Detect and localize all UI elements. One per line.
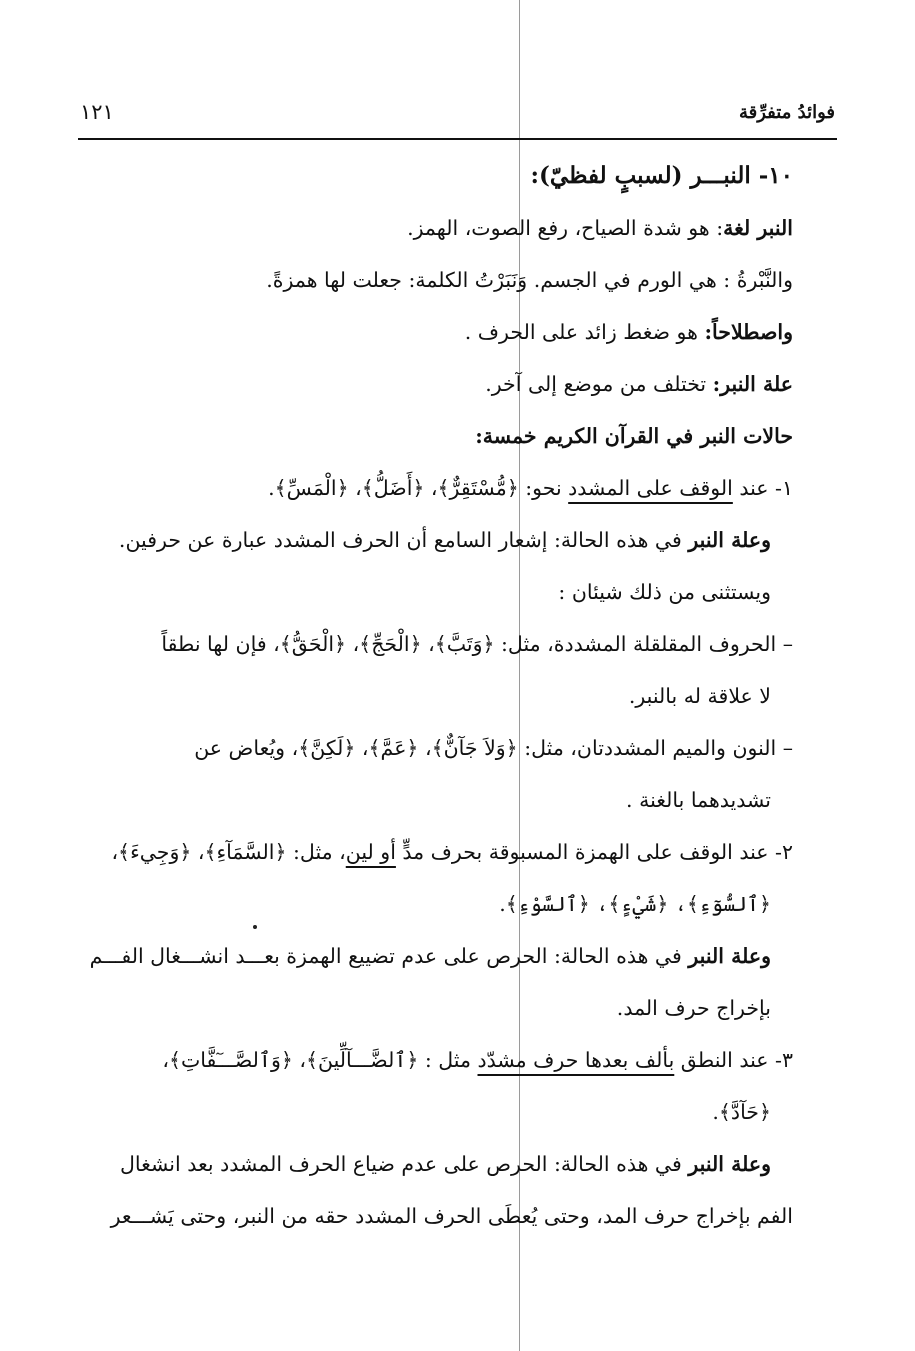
definition-language-label: النبر لغة (723, 216, 793, 240)
case1-exception1-line1: – الحروف المقلقلة المشددة، مثل: ﴿وَتَبَّ﴾، ﴿الْحَجِّ﴾، ﴿الْحَقُّ﴾، فإن لها نطقاً (161, 632, 793, 656)
case1-line (80, 462, 793, 514)
case2-examples-line2: ﴿ٱلسُّوٓءِ﴾، ﴿شَيْءٍ﴾، ﴿ٱلسَّوْءِ﴾. (499, 892, 771, 916)
case3-prefix: ٣- عند النطق (674, 1048, 793, 1072)
nabr-reason (80, 358, 793, 410)
case1-exception-intro: ويستثنى من ذلك شيئان : (558, 580, 771, 604)
section-title: ١٠- النبـــر (لسببٍ لفظيّ): (530, 162, 793, 189)
case2-reason-text: في هذه الحالة: الحرص على عدم تضييع الهمزة بعـــد انشـــغال الفـــم (89, 944, 689, 968)
nabr-reason-label: علة النبر: (712, 372, 793, 396)
case3-examples-line2: ﴿حَآدَّ﴾. (712, 1100, 771, 1124)
case2-prefix: ٢- عند الوقف على الهمزة المسبوقة بحرف مدٍّ (395, 840, 793, 864)
case1-reason (80, 514, 793, 566)
case2-reason-line2: بإخراج حرف المد. (616, 996, 771, 1020)
case3-line1 (80, 1034, 793, 1086)
nabr-reason-text: تختلف من موضع إلى آخر. (485, 372, 713, 396)
definition-term-text: هو ضغط زائد على الحرف . (464, 320, 705, 344)
case1-exception2-line1: – النون والميم المشددتان، مثل: ﴿وَلاَ جَآنٌّ﴾، ﴿عَمَّ﴾، ﴿لَكِنَّ﴾، ويُعاض عن (194, 736, 793, 760)
case1-exception2-line2: تشديدهما بالغنة . (626, 788, 771, 812)
case1-reason-text: في هذه الحالة: إشعار السامع أن الحرف المشدد عبارة عن حرفين. (118, 528, 689, 552)
case2-reason-label: وعلة النبر (688, 944, 771, 968)
case2-reason-line1 (80, 930, 793, 982)
case2-underlined: أو لين (345, 840, 396, 864)
page-body (80, 150, 793, 1242)
cases-heading: حالات النبر في القرآن الكريم خمسة: (475, 424, 793, 448)
case3-reason-line1 (80, 1138, 793, 1190)
page-header (80, 100, 835, 134)
case1-reason-label: وعلة النبر (688, 528, 771, 552)
case3-reason-label: وعلة النبر (688, 1152, 771, 1176)
case3-underlined: بألف بعدها حرف مشدّد (477, 1048, 675, 1072)
case3-reason-line2: الفم بإخراج حرف المد، وحتى يُعطَى الحرف المشدد حقه من النبر، وحتى يَشـــعر (110, 1204, 793, 1228)
case1-exception1-line2: لا علاقة له بالنبر. (628, 684, 771, 708)
case3-reason-text: في هذه الحالة: الحرص على عدم ضياع الحرف المشدد بعد انشغال (119, 1152, 689, 1176)
case2-line1 (80, 826, 793, 878)
case3-examples-line1: مثل : ﴿ٱلضَّـــآلِّينَ﴾، ﴿وَٱلصَّـــٓفَّاتِ﴾، (162, 1048, 478, 1072)
definition-term-label: واصطلاحاً: (704, 320, 793, 344)
definition-term (80, 306, 793, 358)
case2-examples-line1: ، مثل: ﴿السَّمَآءِ﴾، ﴿وَجِيءَ﴾، (111, 840, 346, 864)
stray-mark (253, 925, 257, 929)
definition-language-text: : هو شدة الصياح، رفع الصوت، الهمز. (407, 216, 724, 240)
case1-prefix: ١- عند (732, 476, 793, 500)
case1-examples: نحو: ﴿مُّسْتَقِرٌّ﴾، ﴿أَضَلُّ﴾، ﴿الْمَسِّ﴾. (268, 476, 569, 500)
running-title: فوائدُ متفرِّقة (739, 102, 835, 123)
definition-language (80, 202, 793, 254)
page-number: ١٢١ (80, 100, 114, 124)
nabra-line: والنَّبْرةُ : هي الورم في الجسم. وَنَبَرْتُ الكلمة: جعلت لها همزةً. (266, 268, 793, 292)
header-rule (78, 138, 837, 140)
case1-underlined: الوقف على المشدد (568, 476, 733, 500)
